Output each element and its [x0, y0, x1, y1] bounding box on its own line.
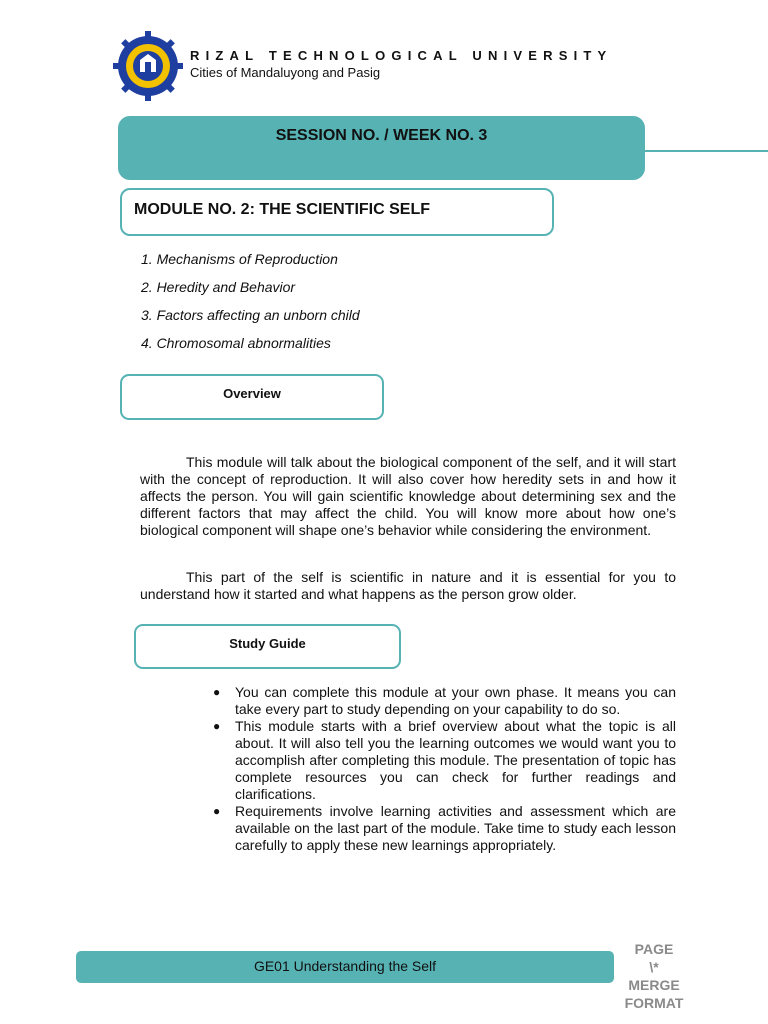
overview-heading: Overview [120, 374, 384, 420]
list-item [213, 684, 676, 718]
page-field-line: \* [649, 959, 659, 975]
topic-item: 3. Factors affecting an unborn child [141, 307, 360, 323]
overview-paragraph: This part of the self is scientific in nature and it is essential for you to understand how it started and what happens as the person grow older. [140, 569, 676, 602]
university-location: Cities of Mandaluyong and Pasig [190, 65, 381, 80]
list-item-text: Requirements involve learning activities and assessment which are available on the last part of the module. Take time to study each lesson carefully to apply these new learnings appropriately. [235, 803, 676, 853]
banner-line [645, 150, 768, 152]
page-number-field [620, 940, 688, 1011]
module-title-box [120, 188, 554, 236]
session-banner [118, 116, 645, 180]
university-seal-icon [112, 30, 184, 102]
list-item [213, 718, 676, 803]
page-field-line: PAGE [634, 941, 674, 957]
session-title: SESSION NO. / WEEK NO. 3 [275, 127, 488, 144]
footer-bar [76, 951, 614, 983]
topic-item: 2. Heredity and Behavior [141, 279, 296, 295]
list-item [213, 803, 676, 854]
page-field-line: FORMAT [624, 995, 684, 1011]
module-title: MODULE NO. 2: THE SCIENTIFIC SELF [134, 201, 431, 218]
course-title: GE01 Understanding the Self [253, 958, 437, 974]
topic-item: 4. Chromosomal abnormalities [141, 335, 331, 351]
bullet-icon: ● [213, 804, 221, 818]
list-item-text: This module starts with a brief overview about what the topic is all about. It will also tell you the learning outcomes we would want you to accomplish after completing this module. The presentation of topic has complete resources you can check for further readings and clarifications. [235, 718, 676, 802]
overview-paragraph: This module will talk about the biological component of the self, and it will start with the concept of reproduction. It will also cover how heredity sets in and how it affects the person. You will gain scientific knowledge about determining sex and the different factors that may affect the child. You will know more about how one’s biological component will shape one’s behavior while considering the environment. [140, 454, 676, 538]
university-name: RIZAL TECHNOLOGICAL UNIVERSITY [190, 48, 613, 63]
study-guide-heading: Study Guide [134, 624, 401, 669]
bullet-icon: ● [213, 719, 221, 733]
study-guide-list [213, 684, 676, 854]
list-item-text: You can complete this module at your own phase. It means you can take every part to study depending on your capability to do so. [235, 684, 676, 717]
bullet-icon: ● [213, 685, 221, 699]
page-field-line: MERGE [628, 977, 680, 993]
topic-item: 1. Mechanisms of Reproduction [141, 251, 338, 267]
